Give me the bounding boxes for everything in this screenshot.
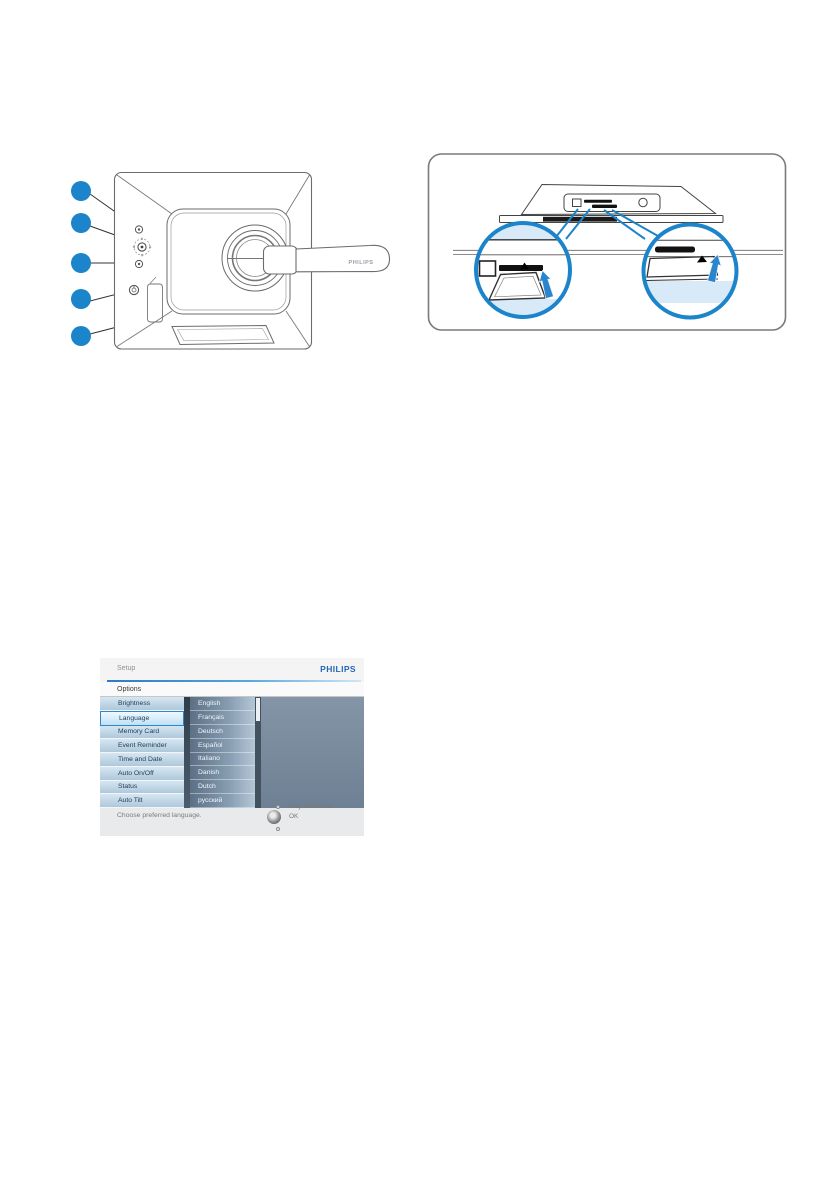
ok-label: OK [289,813,299,820]
menu-item [100,711,184,726]
menu-item-label: Event Reminder [118,742,167,750]
language-option-label: Français [198,713,225,721]
language-option-label: Danish [198,769,220,777]
language-option [190,794,255,808]
menu-item-label: Language [119,714,150,722]
menu-item-label: Status [118,783,138,791]
cf-card-icon [647,257,718,278]
language-list [190,697,255,808]
menu-item [100,794,184,808]
hint-bar [100,808,364,836]
screen-title: Setup [117,665,136,672]
menu-item-label: Brightness [118,699,151,707]
menu-item [100,767,184,781]
joystick-up-icon [276,805,281,810]
joystick-down-icon [276,827,281,832]
menu-item-label: Memory Card [118,728,160,736]
screen-header [100,658,364,682]
callout-dot-2 [71,213,91,233]
settings-menu [100,697,184,808]
language-option-label: Italiano [198,755,220,763]
sd-slot-icon [573,199,582,207]
language-option [190,753,255,767]
language-option-label: Español [198,741,223,749]
language-option [190,725,255,739]
content-panel [261,697,364,808]
callout-dot-3 [71,253,91,273]
stand-socket-icon [639,198,647,206]
card-slot-1-icon [584,200,612,203]
language-option [190,780,255,794]
language-option [190,697,255,711]
frame-back-diagram [55,158,405,358]
callout-dot-1 [71,181,91,201]
card-insertion-diagram [425,148,795,338]
language-option-label: русский [198,797,223,805]
menu-item-label: Time and Date [118,755,163,763]
options-label: Options [117,685,142,693]
language-option [190,766,255,780]
language-option-label: Dutch [198,783,216,791]
menu-item-label: Auto Tilt [118,797,143,805]
scrollbar-thumb [256,698,260,721]
settings-menu-area [100,697,364,808]
options-bar [100,682,364,697]
hint-text: Choose preferred language. [117,812,202,819]
menu-item [100,739,184,753]
philips-logo: PHILIPS [320,664,356,674]
setup-screen-illustration [100,658,364,836]
menu-item [100,753,184,767]
callout-dot-4 [71,289,91,309]
play-slideshow-label: Play Slideshow [289,802,334,810]
diagram-border [429,154,786,330]
callout-dot-5 [71,326,91,346]
menu-item [100,781,184,795]
callout-dots [71,181,91,346]
joystick-ok-icon [267,810,281,824]
menu-item-label: Auto On/Off [118,769,154,777]
language-option [190,711,255,725]
menu-item [100,726,184,740]
card-slot-2-icon [592,205,617,208]
language-option-label: Deutsch [198,727,223,735]
stand-philips-label: PHILIPS [348,260,374,266]
language-option [190,739,255,753]
menu-item [100,697,184,711]
stand-handle [264,245,390,274]
language-option-label: English [198,699,221,707]
